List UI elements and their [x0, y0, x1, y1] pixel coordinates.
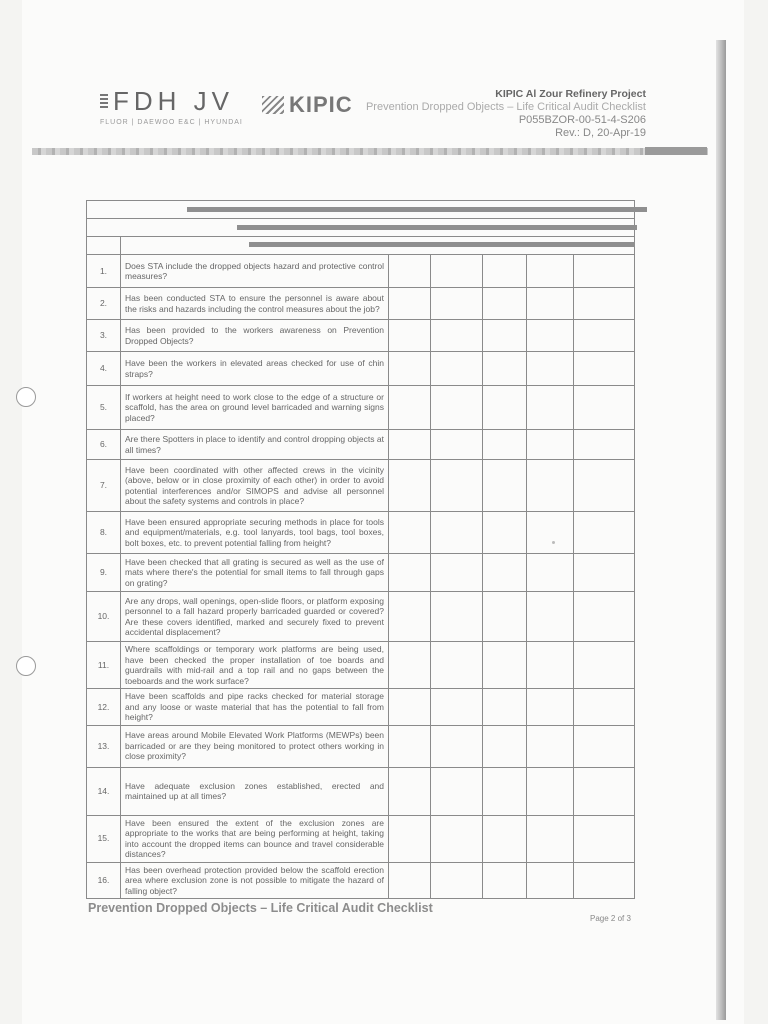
response-cell[interactable] [431, 642, 483, 689]
header-info [366, 88, 646, 140]
response-cell[interactable] [574, 815, 635, 862]
response-cell[interactable] [527, 642, 574, 689]
row-number: 2. [87, 288, 121, 320]
response-cell[interactable] [483, 815, 527, 862]
checklist-question: Does STA include the dropped objects hazard and protective control measures? [121, 255, 389, 288]
row-number: 13. [87, 725, 121, 767]
header-redaction-bar [237, 225, 637, 230]
response-cell[interactable] [389, 767, 431, 815]
response-cell[interactable] [574, 255, 635, 288]
response-cell[interactable] [527, 689, 574, 726]
header-redaction-bar [187, 207, 647, 212]
checklist-row [87, 815, 635, 862]
response-cell[interactable] [574, 288, 635, 320]
response-cell[interactable] [431, 255, 483, 288]
checklist-row [87, 430, 635, 460]
response-cell[interactable] [483, 767, 527, 815]
checklist-question: Has been overhead protection provided below the scaffold erection area where exclusion zone is not possible to mitigate the hazard of falling object? [121, 862, 389, 899]
row-number: 16. [87, 862, 121, 899]
fdh-jv-logo: FDH JV FLUOR | DAEWOO E&C | HYUNDAI [100, 86, 243, 126]
row-number: 14. [87, 767, 121, 815]
response-cell[interactable] [527, 320, 574, 352]
response-cell[interactable] [483, 725, 527, 767]
response-cell[interactable] [431, 554, 483, 592]
response-cell[interactable] [483, 642, 527, 689]
response-cell[interactable] [483, 255, 527, 288]
response-cell[interactable] [574, 592, 635, 642]
response-cell[interactable] [483, 862, 527, 899]
header-rule-end [645, 147, 707, 155]
response-cell[interactable] [389, 460, 431, 512]
checklist-row [87, 689, 635, 726]
checklist-row [87, 352, 635, 386]
checklist-row [87, 862, 635, 899]
header-row [87, 201, 635, 219]
checklist-row [87, 320, 635, 352]
response-cell[interactable] [574, 512, 635, 554]
response-cell[interactable] [527, 460, 574, 512]
response-cell[interactable] [431, 725, 483, 767]
checklist-row [87, 767, 635, 815]
checklist-question: Has been conducted STA to ensure the personnel is aware about the risks and hazards including the control measures about the job? [121, 288, 389, 320]
response-cell[interactable] [431, 288, 483, 320]
doc-number: P055BZOR-00-51-4-S206 [518, 114, 646, 126]
response-cell[interactable] [574, 386, 635, 430]
response-cell[interactable] [431, 460, 483, 512]
fdh-mark-icon [100, 94, 108, 110]
response-cell[interactable] [483, 460, 527, 512]
response-cell[interactable] [574, 430, 635, 460]
response-cell[interactable] [574, 352, 635, 386]
response-cell[interactable] [574, 689, 635, 726]
response-cell[interactable] [483, 689, 527, 726]
checklist-row [87, 386, 635, 430]
response-cell[interactable] [389, 386, 431, 430]
row-number: 3. [87, 320, 121, 352]
punch-hole [16, 387, 36, 407]
checklist-question: Have been ensured the extent of the exclusion zones are appropriate to the works that are being performing at height, taking into account the dropped items can bounce and travel considerable distances? [121, 815, 389, 862]
row-number: 8. [87, 512, 121, 554]
kipic-mark-icon [262, 96, 284, 114]
checklist-table [86, 200, 635, 899]
checklist-question: Where scaffoldings or temporary work platforms are being used, have been checked the proper installation of toe boards and guardrails with mid-rail and a top rail and no gaps between the toeboards and the work surface? [121, 642, 389, 689]
response-cell[interactable] [389, 725, 431, 767]
checklist-row [87, 554, 635, 592]
response-cell[interactable] [574, 767, 635, 815]
checklist-question: Have adequate exclusion zones established, erected and maintained up at all times? [121, 767, 389, 815]
response-cell[interactable] [574, 642, 635, 689]
checklist-question: Are any drops, wall openings, open-slide floors, or platform exposing personnel to a fall hazard properly barricaded guarded or covered? Are these covers identified, marked and securely fixed to prevent accidental displacement? [121, 592, 389, 642]
response-cell[interactable] [483, 512, 527, 554]
checklist-question: Have been ensured appropriate securing methods in place for tools and equipment/materials, e.g. tool lanyards, tool bags, tool boxes, bolt boxes, etc. to prevent potential falling from height? [121, 512, 389, 554]
response-cell[interactable] [389, 255, 431, 288]
doc-title: Prevention Dropped Objects – Life Critical Audit Checklist [365, 101, 646, 113]
row-number: 15. [87, 815, 121, 862]
checklist-question: Have areas around Mobile Elevated Work Platforms (MEWPs) been barricaded or are they being monitored to protect others working in close proximity? [121, 725, 389, 767]
checklist-question: Have been scaffolds and pipe racks checked for material storage and any loose or waste material that has the potential to fall from height? [121, 689, 389, 726]
response-cell[interactable] [389, 689, 431, 726]
response-cell[interactable] [483, 352, 527, 386]
header-rule [32, 148, 708, 155]
response-cell[interactable] [527, 288, 574, 320]
project-name: KIPIC Al Zour Refinery Project [495, 88, 646, 100]
checklist-row [87, 512, 635, 554]
revision: Rev.: D, 20-Apr-19 [555, 127, 646, 139]
response-cell[interactable] [483, 592, 527, 642]
checklist-question: If workers at height need to work close to the edge of a structure or scaffold, has the area on ground level barricaded and warning signs placed? [121, 386, 389, 430]
response-cell[interactable] [527, 815, 574, 862]
response-cell[interactable] [527, 767, 574, 815]
response-cell[interactable] [431, 430, 483, 460]
page-number: Page 2 of 3 [590, 914, 631, 923]
response-cell[interactable] [431, 689, 483, 726]
row-number: 5. [87, 386, 121, 430]
response-cell[interactable] [431, 320, 483, 352]
page-edge-shadow [716, 40, 726, 1020]
response-cell[interactable] [431, 815, 483, 862]
response-cell[interactable] [483, 288, 527, 320]
header-row [87, 237, 635, 255]
checklist-question: Has been provided to the workers awareness on Prevention Dropped Objects? [121, 320, 389, 352]
checklist-row [87, 460, 635, 512]
response-cell[interactable] [574, 862, 635, 899]
row-number: 10. [87, 592, 121, 642]
response-cell[interactable] [483, 320, 527, 352]
response-cell[interactable] [574, 554, 635, 592]
row-number: 1. [87, 255, 121, 288]
row-number: 12. [87, 689, 121, 726]
header-redaction-bar [249, 242, 635, 247]
header-row [87, 219, 635, 237]
response-cell[interactable] [527, 725, 574, 767]
checklist-question: Have been the workers in elevated areas checked for use of chin straps? [121, 352, 389, 386]
footer-title: Prevention Dropped Objects – Life Critical Audit Checklist [88, 901, 433, 915]
response-cell[interactable] [574, 725, 635, 767]
checklist-row [87, 255, 635, 288]
response-cell[interactable] [574, 320, 635, 352]
punch-hole [16, 656, 36, 676]
row-number: 4. [87, 352, 121, 386]
checklist-question: Are there Spotters in place to identify and control dropping objects at all times? [121, 430, 389, 460]
response-cell[interactable] [431, 767, 483, 815]
response-cell[interactable] [483, 430, 527, 460]
response-cell[interactable] [431, 862, 483, 899]
response-cell[interactable] [389, 554, 431, 592]
row-number: 11. [87, 642, 121, 689]
row-number: 7. [87, 460, 121, 512]
response-cell[interactable] [527, 862, 574, 899]
response-cell[interactable] [574, 460, 635, 512]
response-cell[interactable] [389, 320, 431, 352]
response-cell[interactable] [431, 386, 483, 430]
response-cell[interactable] [389, 815, 431, 862]
response-cell[interactable] [389, 288, 431, 320]
response-cell[interactable] [389, 512, 431, 554]
response-cell[interactable] [527, 430, 574, 460]
response-cell[interactable] [527, 512, 574, 554]
response-cell[interactable] [527, 386, 574, 430]
checklist-question: Have been coordinated with other affected crews in the vicinity (above, below or in close proximity of each other) in order to avoid potential interferences and/or SIMOPS and advise all personnel about the safety systems and controls in place? [121, 460, 389, 512]
scan-speck [552, 541, 555, 544]
response-cell[interactable] [389, 592, 431, 642]
kipic-logo: KIPIC [262, 92, 353, 118]
checklist-row [87, 288, 635, 320]
response-cell[interactable] [389, 430, 431, 460]
response-cell[interactable] [527, 255, 574, 288]
response-cell[interactable] [527, 352, 574, 386]
response-cell[interactable] [431, 512, 483, 554]
row-number: 6. [87, 430, 121, 460]
checklist-row [87, 642, 635, 689]
response-cell[interactable] [527, 554, 574, 592]
response-cell[interactable] [527, 592, 574, 642]
row-number: 9. [87, 554, 121, 592]
response-cell[interactable] [389, 352, 431, 386]
response-cell[interactable] [389, 862, 431, 899]
checklist-row [87, 592, 635, 642]
response-cell[interactable] [431, 592, 483, 642]
response-cell[interactable] [483, 386, 527, 430]
response-cell[interactable] [483, 554, 527, 592]
response-cell[interactable] [431, 352, 483, 386]
checklist-row [87, 725, 635, 767]
checklist-question: Have been checked that all grating is secured as well as the use of mats where there's the potential for small items to fall through gaps on grating? [121, 554, 389, 592]
response-cell[interactable] [389, 642, 431, 689]
